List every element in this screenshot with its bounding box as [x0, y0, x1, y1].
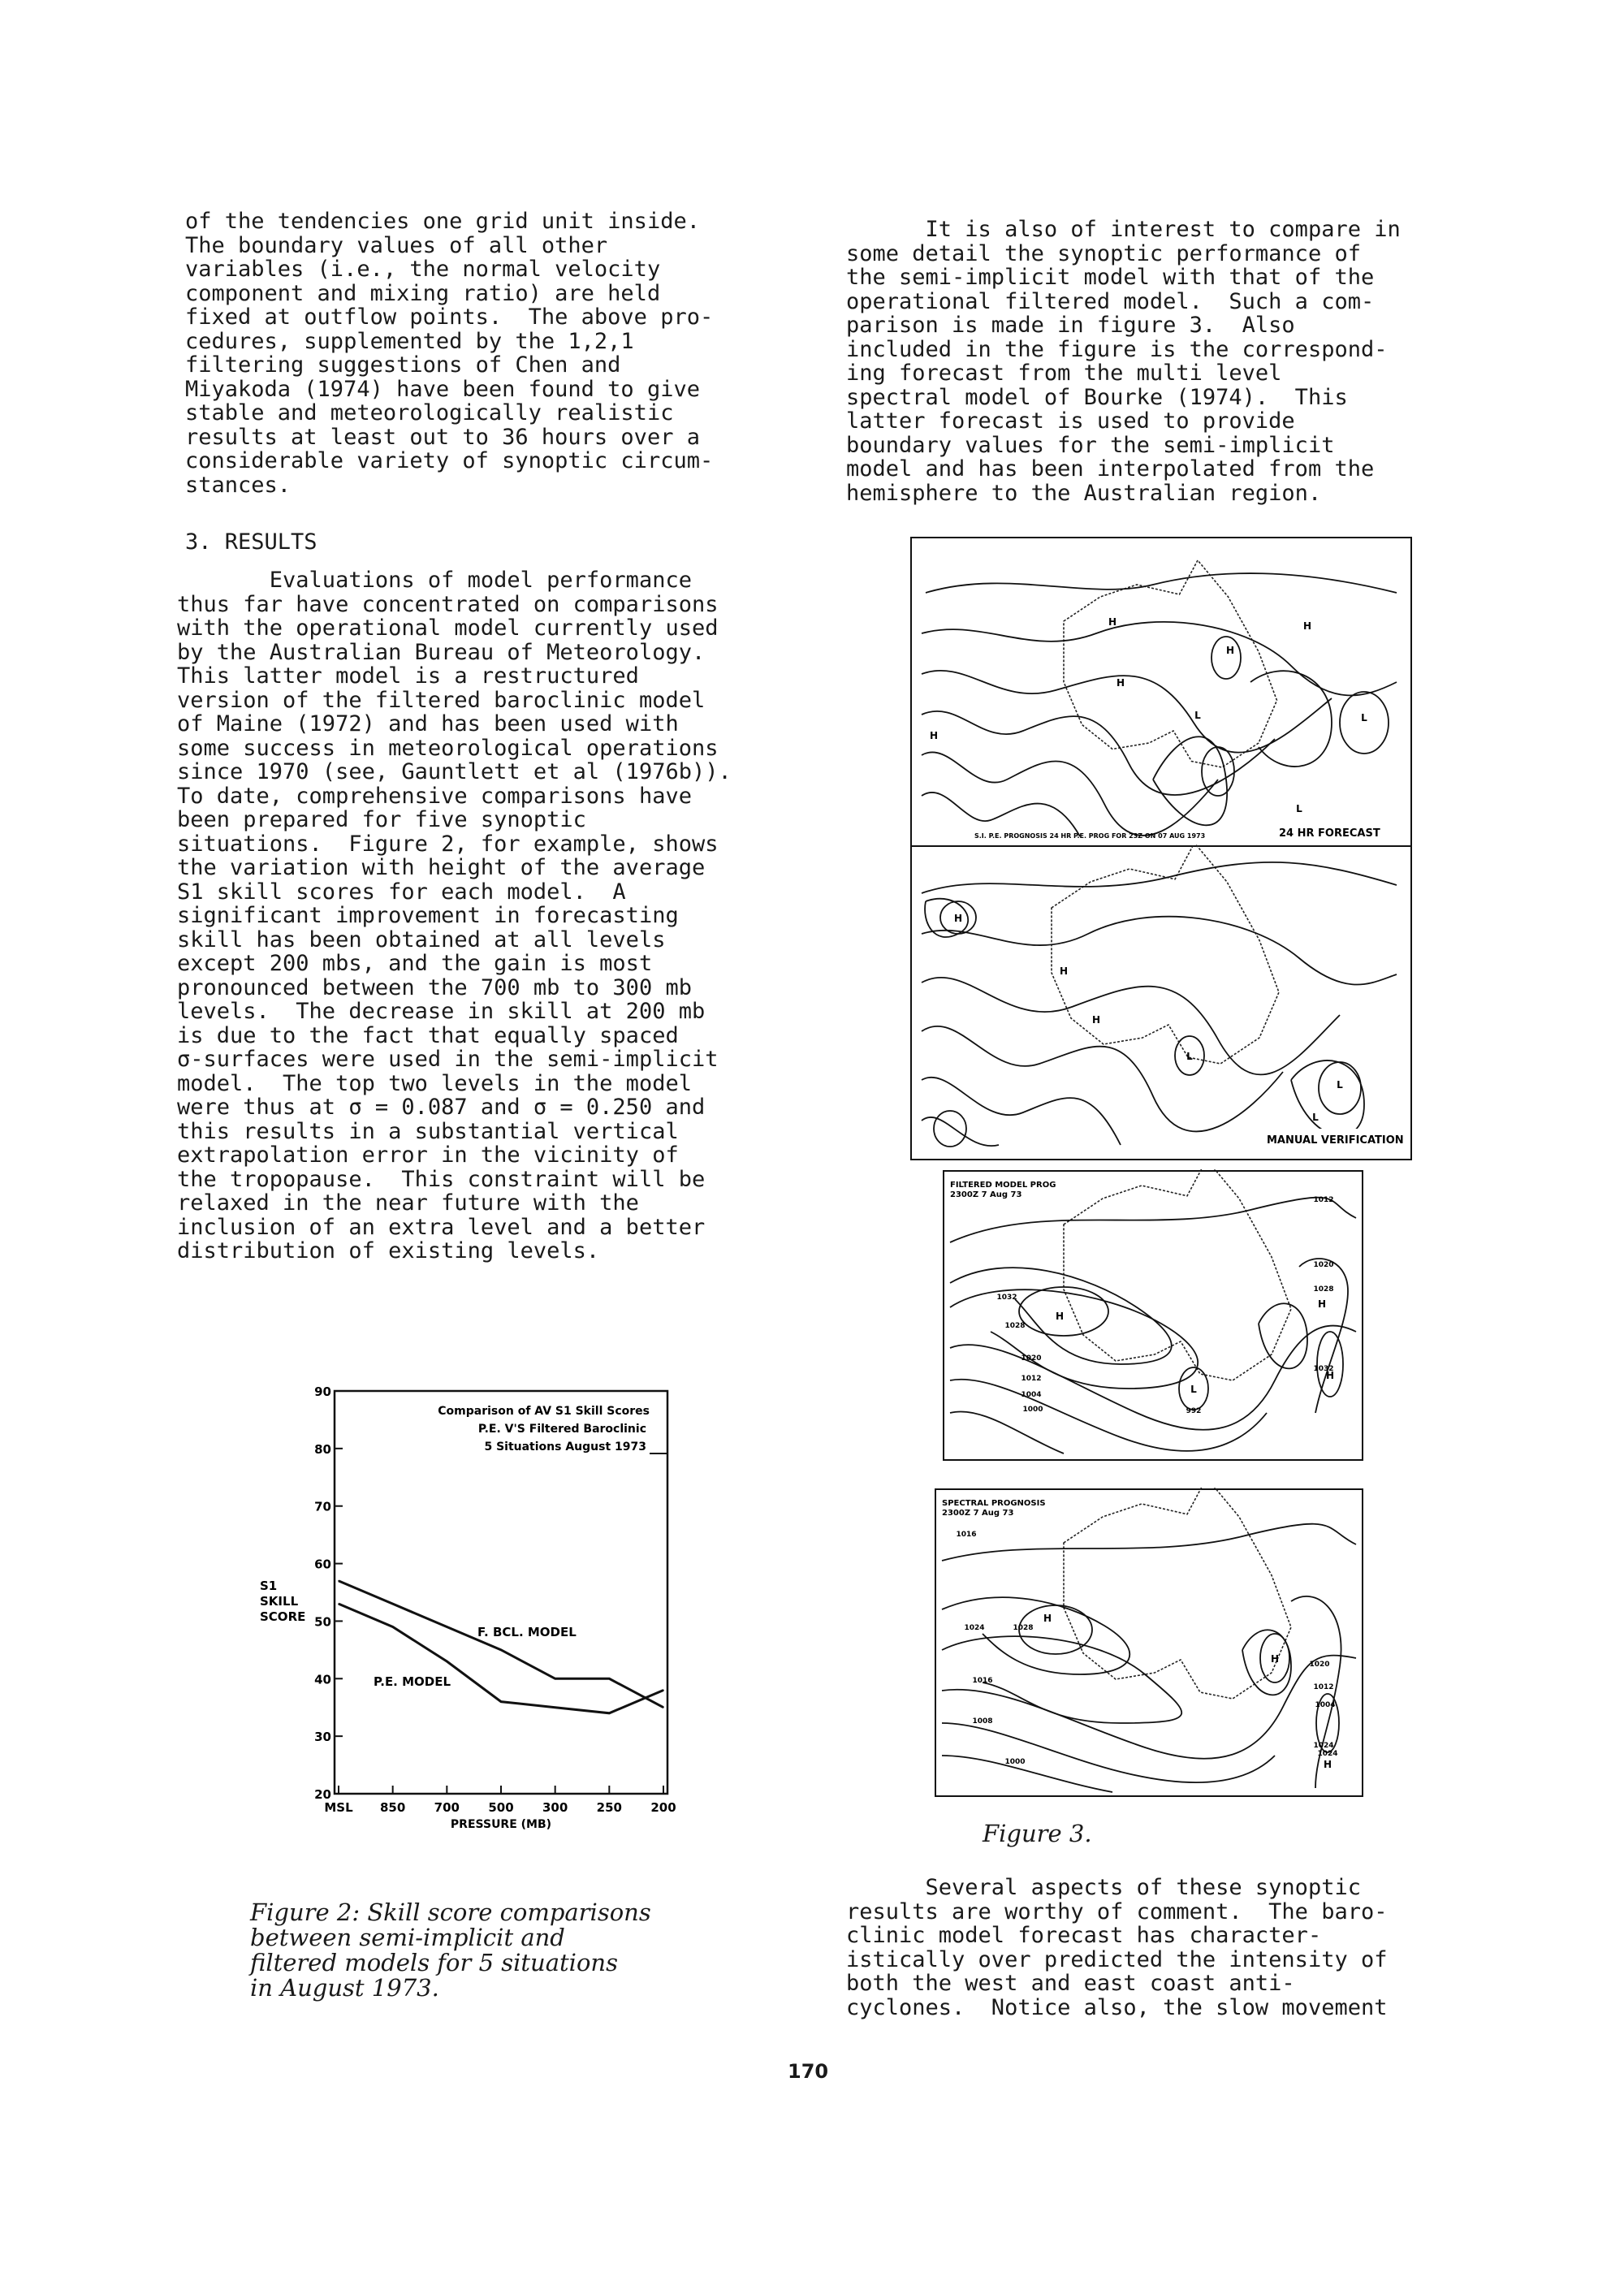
text-line: Evaluations of model performance — [177, 568, 692, 593]
text-line: levels. The decrease in skill at 200 mb — [177, 999, 706, 1024]
text-line: considerable variety of synoptic circum- — [185, 448, 714, 473]
text-line: been prepared for five synoptic — [177, 807, 586, 832]
pressure-label: 1028 — [1013, 1624, 1034, 1632]
text-line: inclusion of an extra level and a better — [177, 1214, 706, 1240]
text-line: by the Australian Bureau of Meteorology. — [177, 639, 706, 665]
pressure-label: H — [1108, 616, 1117, 628]
data-point — [338, 1580, 339, 1582]
pressure-label: 1012 — [1021, 1375, 1042, 1383]
chart-title-line: P.E. V'S Filtered Baroclinic — [477, 1423, 646, 1436]
page-number: 170 — [788, 2060, 829, 2083]
pressure-label: H — [1055, 1311, 1065, 1322]
pressure-label: L — [1337, 1079, 1343, 1091]
caption-line: between semi-implicit and — [250, 1924, 565, 1951]
pressure-label: L — [1361, 712, 1367, 723]
text-line: hemisphere to the Australian region. — [846, 480, 1322, 506]
data-point — [500, 1649, 502, 1651]
text-line: ing forecast from the multi level — [846, 361, 1282, 386]
x-tick-label: MSL — [324, 1800, 353, 1815]
pressure-label: 1004 — [1021, 1391, 1042, 1399]
text-line: cyclones. Notice also, the slow movement — [846, 1994, 1388, 2020]
map-panel-filtered-model-prog — [942, 1169, 1364, 1462]
pressure-label: 1020 — [1309, 1661, 1330, 1669]
text-line: stances. — [185, 472, 292, 498]
panel-header: 2300Z 7 Aug 73 — [942, 1509, 1014, 1518]
text-line: It is also of interest to compare in — [846, 217, 1401, 242]
text-line: relaxed in the near future with the — [177, 1190, 639, 1216]
pressure-label: L — [1194, 710, 1201, 721]
pressure-label: H — [1302, 620, 1312, 632]
text-line: included in the figure is the correspond- — [846, 336, 1388, 362]
pressure-label: 1028 — [1313, 1285, 1334, 1294]
data-point — [447, 1661, 448, 1662]
text-line: Several aspects of these synoptic — [846, 1875, 1361, 1900]
text-line: variables (i.e., the normal velocity — [185, 257, 661, 282]
data-point — [555, 1707, 556, 1708]
figure-2-chart — [244, 1380, 715, 1835]
y-tick-label: 70 — [314, 1499, 331, 1514]
panel-frame — [911, 846, 1411, 1160]
pressure-label: 1004 — [1315, 1701, 1336, 1709]
x-tick-label: 200 — [650, 1800, 676, 1815]
x-tick-label: 700 — [434, 1800, 460, 1815]
panel-corner-label: MANUAL VERIFICATION — [1267, 1134, 1404, 1147]
pressure-label: H — [1325, 1370, 1335, 1381]
paragraph-results — [177, 568, 732, 1263]
pressure-label: 1028 — [1004, 1322, 1026, 1330]
text-line: parison is made in figure 3. Also — [846, 313, 1295, 338]
text-line: extrapolation error in the vicinity of — [177, 1142, 679, 1168]
pressure-label: 1012 — [1313, 1683, 1334, 1691]
pressure-label: 1016 — [972, 1677, 993, 1685]
y-tick-label: 50 — [314, 1614, 331, 1630]
y-tick-label: 90 — [314, 1384, 331, 1399]
text-line: Miyakoda (1974) have been found to give — [185, 376, 700, 402]
text-line: some detail the synoptic performance of — [846, 240, 1361, 266]
paragraph-figure-comparison — [846, 218, 1401, 505]
pressure-label: 1032 — [996, 1294, 1017, 1302]
panel-corner-label: 24 HR FORECAST — [1279, 827, 1380, 840]
text-line: filtering suggestions of Chen and — [185, 352, 621, 378]
caption-line: filtered models for 5 situations — [250, 1949, 618, 1976]
pressure-label: H — [1270, 1653, 1280, 1665]
caption-line: Figure 2: Skill score comparisons — [250, 1898, 651, 1926]
pressure-label: H — [1091, 1014, 1101, 1026]
data-point — [447, 1626, 448, 1628]
text-line: To date, comprehensive comparisons have — [177, 783, 692, 809]
pressure-label: L — [1296, 803, 1302, 814]
text-line: were thus at σ = 0.087 and σ = 0.250 and — [177, 1095, 706, 1120]
pressure-label: 1024 — [1313, 1742, 1334, 1750]
text-line: version of the filtered baroclinic model — [177, 687, 706, 713]
text-line: The boundary values of all other — [185, 232, 608, 258]
text-line: some success in meteorological operations — [177, 735, 719, 761]
text-line: with the operational model currently used — [177, 616, 719, 641]
series-label-pe-model: P.E. MODEL — [374, 1674, 451, 1689]
pressure-label: 1020 — [1313, 1261, 1334, 1269]
text-line: this results in a substantial vertical — [177, 1118, 679, 1144]
pressure-label: H — [1116, 677, 1125, 689]
pressure-label: 992 — [1186, 1407, 1202, 1415]
text-line: results at least out to 36 hours over a — [185, 424, 700, 450]
text-line: This latter model is a restructured — [177, 663, 639, 689]
text-line: stable and meteorologically realistic — [185, 400, 674, 425]
x-tick-label: 300 — [542, 1800, 568, 1815]
map-panel-manual-verification — [909, 844, 1413, 1161]
text-line: boundary values for the semi-implicit — [846, 432, 1335, 458]
paragraph-synoptic-aspects — [846, 1876, 1387, 2019]
data-point — [663, 1707, 664, 1708]
data-point — [392, 1626, 394, 1628]
pressure-label: H — [953, 913, 963, 924]
pressure-label: H — [1225, 645, 1235, 656]
y-tick-label: 60 — [314, 1557, 331, 1572]
text-line: σ-surfaces were used in the semi-implicit — [177, 1047, 719, 1072]
panel-header: S.I. P.E. PROGNOSIS 24 HR P.E. PROG FOR 23Z ON 07 AUG 1973 — [974, 832, 1206, 840]
data-point — [338, 1603, 339, 1605]
pressure-label: 1024 — [964, 1624, 985, 1632]
section-heading-results: 3. RESULTS — [185, 529, 317, 555]
text-line: significant improvement in forecasting — [177, 903, 679, 928]
y-tick-label: 30 — [314, 1730, 331, 1745]
panel-header: FILTERED MODEL PROG — [950, 1181, 1056, 1190]
text-line: component and mixing ratio) are held — [185, 280, 661, 306]
text-line: pronounced between the 700 mb to 300 mb — [177, 974, 692, 1000]
data-point — [663, 1690, 664, 1691]
x-axis-label: PRESSURE (MB) — [450, 1818, 552, 1831]
text-line: istically over predicted the intensity of — [846, 1946, 1388, 1972]
text-line: the semi-implicit model with that of the — [846, 265, 1375, 290]
pressure-label: 1016 — [956, 1531, 977, 1539]
panel-frame — [935, 1489, 1363, 1796]
y-tick-label: 20 — [314, 1787, 331, 1802]
text-line: skill has been obtained at all levels — [177, 927, 666, 952]
pressure-label: 1000 — [1022, 1406, 1043, 1414]
caption-line: in August 1973. — [250, 1974, 439, 2002]
y-axis-label-line: SKILL — [260, 1594, 299, 1609]
text-line: fixed at outflow points. The above pro- — [185, 305, 714, 330]
pressure-label: 1000 — [1004, 1758, 1026, 1766]
text-line: is due to the fact that equally spaced — [177, 1022, 679, 1048]
y-tick-label: 80 — [314, 1441, 331, 1457]
data-point — [609, 1713, 611, 1714]
data-point — [555, 1678, 556, 1679]
x-tick-label: 500 — [488, 1800, 514, 1815]
pressure-label: H — [929, 730, 939, 741]
figure-3-caption: Figure 3. — [983, 1820, 1092, 1847]
panel-header: 2300Z 7 Aug 73 — [950, 1190, 1022, 1199]
y-tick-label: 40 — [314, 1672, 331, 1687]
text-line: cedures, supplemented by the 1,2,1 — [185, 328, 634, 354]
panel-header: SPECTRAL PROGNOSIS — [942, 1499, 1046, 1508]
text-line: both the west and east coast anti- — [846, 1971, 1295, 1996]
pressure-label: 1032 — [1313, 1365, 1334, 1373]
pressure-label: H — [1323, 1759, 1332, 1770]
pressure-label: H — [1043, 1613, 1052, 1624]
chart-title-line: Comparison of AV S1 Skill Scores — [438, 1405, 650, 1418]
series-label-filtered-baroclinic: F. BCL. MODEL — [477, 1625, 577, 1639]
figure-2-caption — [250, 1900, 651, 2001]
text-line: latter forecast is used to provide — [846, 408, 1295, 434]
pressure-label: L — [1190, 1384, 1197, 1395]
pressure-label: H — [1059, 965, 1069, 977]
pressure-label: 1020 — [1021, 1354, 1042, 1363]
text-line: model. The top two levels in the model — [177, 1070, 692, 1096]
text-line: operational filtered model. Such a com- — [846, 288, 1375, 314]
text-line: the variation with height of the average — [177, 855, 706, 880]
text-line: distribution of existing levels. — [177, 1238, 600, 1263]
text-line: thus far have concentrated on comparisons — [177, 591, 719, 617]
paragraph-boundary-conditions — [185, 209, 713, 497]
x-tick-label: 250 — [596, 1800, 622, 1815]
data-point — [609, 1678, 611, 1679]
chart-title-line: 5 Situations August 1973 — [484, 1441, 646, 1453]
y-axis-label-line: S1 — [260, 1579, 278, 1593]
pressure-label: 1012 — [1313, 1196, 1334, 1204]
text-line: clinic model forecast has character- — [846, 1923, 1322, 1948]
pressure-label: L — [1186, 1051, 1193, 1062]
series-line-pe-model — [339, 1604, 663, 1713]
data-point — [500, 1701, 502, 1703]
pressure-label: 1008 — [972, 1717, 993, 1726]
x-tick-label: 850 — [380, 1800, 406, 1815]
text-line: of the tendencies one grid unit inside. — [185, 209, 700, 234]
text-line: situations. Figure 2, for example, shows — [177, 831, 719, 857]
text-line: the tropopause. This constraint will be — [177, 1166, 706, 1192]
map-panel-24hr-forecast — [909, 536, 1413, 853]
panel-frame — [944, 1171, 1363, 1460]
data-point — [392, 1603, 394, 1605]
text-line: model and has been interpolated from the — [846, 456, 1375, 482]
text-line: except 200 mbs, and the gain is most — [177, 951, 653, 976]
text-line: of Maine (1972) and has been used with — [177, 711, 679, 736]
text-line: results are worthy of comment. The baro- — [846, 1898, 1388, 1924]
text-line: since 1970 (see, Gauntlett et al (1976b)). — [177, 759, 732, 784]
map-panel-spectral-prognosis — [934, 1488, 1364, 1798]
text-line: S1 skill scores for each model. A — [177, 879, 626, 905]
pressure-label: L — [1312, 1112, 1319, 1123]
text-line: spectral model of Bourke (1974). This — [846, 384, 1348, 410]
pressure-label: H — [1317, 1298, 1327, 1310]
y-axis-label-line: SCORE — [260, 1609, 306, 1624]
pressure-label: 1024 — [1317, 1750, 1338, 1758]
